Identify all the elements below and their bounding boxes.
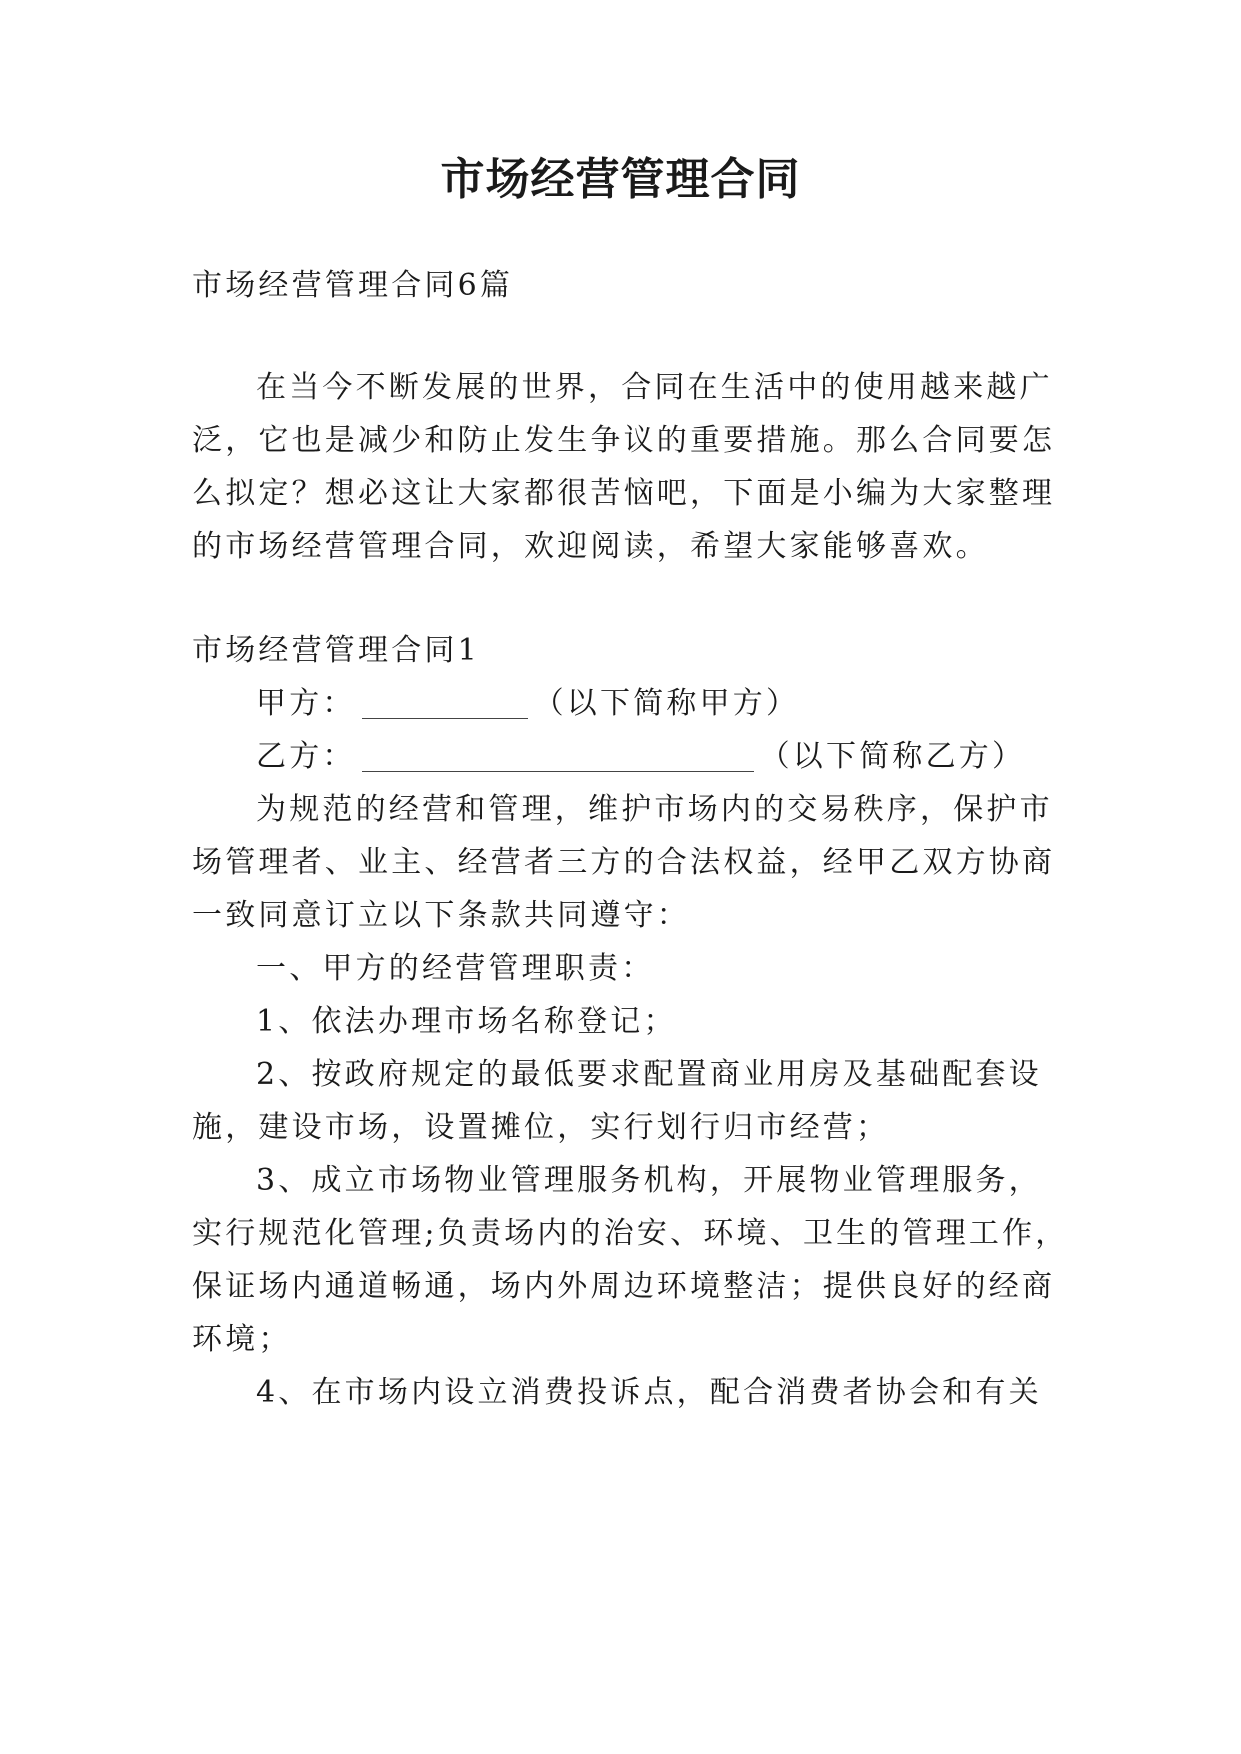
document-title: 市场经营管理合同: [440, 154, 801, 205]
party-a-note: （以下简称甲方）: [533, 686, 800, 721]
body-line: 4、在市场内设立消费投诉点，配合消费者协会和有关: [256, 1375, 1042, 1410]
body-line: 一致同意订立以下条款共同遵守：: [192, 898, 690, 933]
party-b-blank: [362, 741, 754, 772]
body-line: 保证场内通道畅通，场内外周边环境整洁；提供良好的经商: [192, 1269, 1056, 1304]
document-subtitle: 市场经营管理合同6篇: [192, 268, 514, 303]
body-line: 2、按政府规定的最低要求配置商业用房及基础配套设: [256, 1057, 1042, 1092]
party-b-line: [256, 737, 1052, 777]
body-line: 一、甲方的经营管理职责：: [256, 951, 655, 986]
body-line: 场管理者、业主、经营者三方的合法权益，经甲乙双方协商: [192, 845, 1056, 880]
body-line: 施，建设市场，设置摊位，实行划行归市经营；: [192, 1110, 890, 1145]
intro-line: 在当今不断发展的世界，合同在生活中的使用越来越广: [256, 370, 1053, 405]
body-line: 3、成立市场物业管理服务机构，开展物业管理服务，: [256, 1163, 1042, 1198]
party-a-blank: [362, 688, 528, 719]
body-line: 为规范的经营和管理，维护市场内的交易秩序，保护市: [256, 792, 1053, 827]
party-a-label: 甲方：: [256, 686, 356, 721]
body-line: 1、依法办理市场名称登记；: [256, 1004, 677, 1039]
party-b-label: 乙方：: [256, 739, 356, 774]
body-line: 实行规范化管理;负责场内的治安、环境、卫生的管理工作，: [192, 1216, 1069, 1251]
intro-line: 的市场经营管理合同，欢迎阅读，希望大家能够喜欢。: [192, 529, 989, 564]
intro-line: 泛，它也是减少和防止发生争议的重要措施。那么合同要怎: [192, 423, 1056, 458]
party-b-note: （以下简称乙方）: [759, 739, 1026, 774]
body-line: 环境；: [192, 1322, 292, 1357]
intro-line: 么拟定？想必这让大家都很苦恼吧，下面是小编为大家整理: [192, 476, 1056, 511]
party-a-line: [256, 684, 1052, 724]
section-heading: 市场经营管理合同1: [192, 633, 480, 668]
